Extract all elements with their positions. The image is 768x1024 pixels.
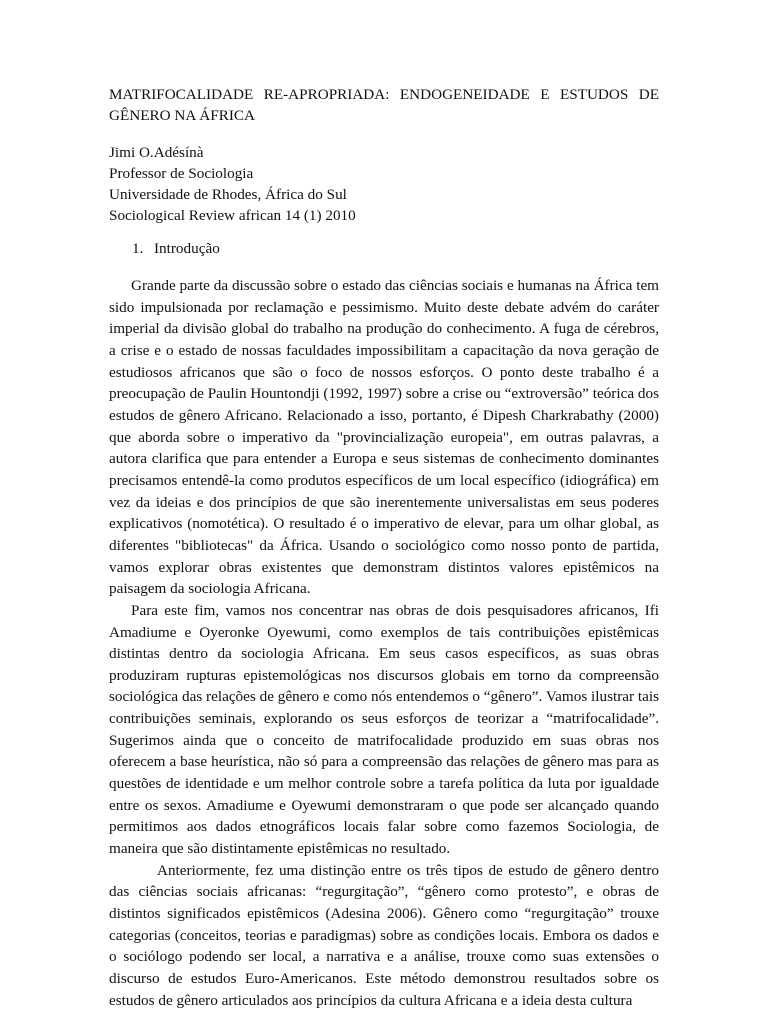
author-position: Professor de Sociologia (109, 165, 254, 182)
author-affiliation: Universidade de Rhodes, África do Sul (109, 186, 347, 203)
section-number: 1. (132, 240, 144, 257)
publication-source: Sociological Review african 14 (1) 2010 (109, 207, 356, 224)
document-title: MATRIFOCALIDADE RE-APROPRIADA: ENDOGENEIDADE E ESTUDOS DE GÊNERO NA ÁFRICA (109, 86, 659, 124)
section-heading (132, 238, 220, 259)
paragraph-1: Grande parte da discussão sobre o estado das ciências sociais e humanas na África tem sido impulsionada por reclamação e pessimismo. Muito deste debate advém do caráter imperial da divisão global do trabalho na produção do conhecimento. A fuga de cérebros, a crise e o estado de nossas faculdades impossibilitam a capacitação da nova geração de estudiosos africanos que são o foco de nossos esforços. O ponto deste trabalho é a preocupação de Paulin Hountondji (1992, 1997) sobre a crise ou “extroversão” teórica dos estudos de gênero Africano. Relacionado a isso, portanto, é Dipesh Charkrabathy (2000) que aborda sobre o imperativo da "provincialização europeia", em outras palavras, a autora clarifica que para entender a Europa e seus sistemas de conhecimento dominantes precisamos entendê-la como produtos específicos de um local específico (idiográfica) em vez da ideias e dos princípios de que são inerentemente universalistas em seus poderes explicativos (nomotética). O resultado é o imperativo de elevar, para um olhar global, as diferentes "bibliotecas" da África. Usando o sociológico como nosso ponto de partida, vamos explorar obras existentes que demonstram distintos valores epistêmicos na paisagem da sociologia Africana. (109, 277, 659, 598)
section-title: Introdução (154, 240, 220, 257)
author-name: Jimi O.Adésínà (109, 144, 204, 161)
author-block (109, 142, 659, 226)
paragraph-2: Para este fim, vamos nos concentrar nas obras de dois pesquisadores africanos, Ifi Amadiume e Oyeronke Oyewumi, como exemplos de tais contribuições epistêmicas distintas dentro da sociologia Africana. Em seus casos específicos, as suas obras produziram rupturas epistemológicas nos discursos globais em torno da compreensão sociológica das relações de gênero e como nós entendemos o “gênero”. Vamos ilustrar tais contribuições seminais, explorando os seus esforços de teorizar a “matrifocalidade”. Sugerimos ainda que o conceito de matrifocalidade produzido em suas obras nos oferecem a base heurística, não só para a compreensão das relações de gênero mas para as questões de identidade e um melhor controle sobre a tarefa política da luta por igualdade entre os sexos. Amadiume e Oyewumi demonstraram o que pode ser alcançado quando permitimos aos dados etnográficos locais falar sobre como fazemos Sociologia, de maneira que são distintamente epistêmicas no resultado. (109, 601, 659, 858)
body-text (109, 275, 659, 1011)
paragraph-3: Anteriormente, fez uma distinção entre os três tipos de estudo de gênero dentro das ciências sociais africanas: “regurgitação”, “gênero como protesto”, e obras de distintos significados epistêmicos (Adesina 2006). Gênero como “regurgitação” trouxe categorias (conceitos, teorias e paradigmas) sobre as condições locais. Embora os dados e o sociólogo podendo ser local, a narrativa e a análise, trouxe como suas extensões o discurso de estudos Euro-Americanos. Este método demonstrou resultados sobre os estudos de gênero articulados aos princípios da cultura Africana e a ideia desta cultura (109, 861, 659, 1009)
